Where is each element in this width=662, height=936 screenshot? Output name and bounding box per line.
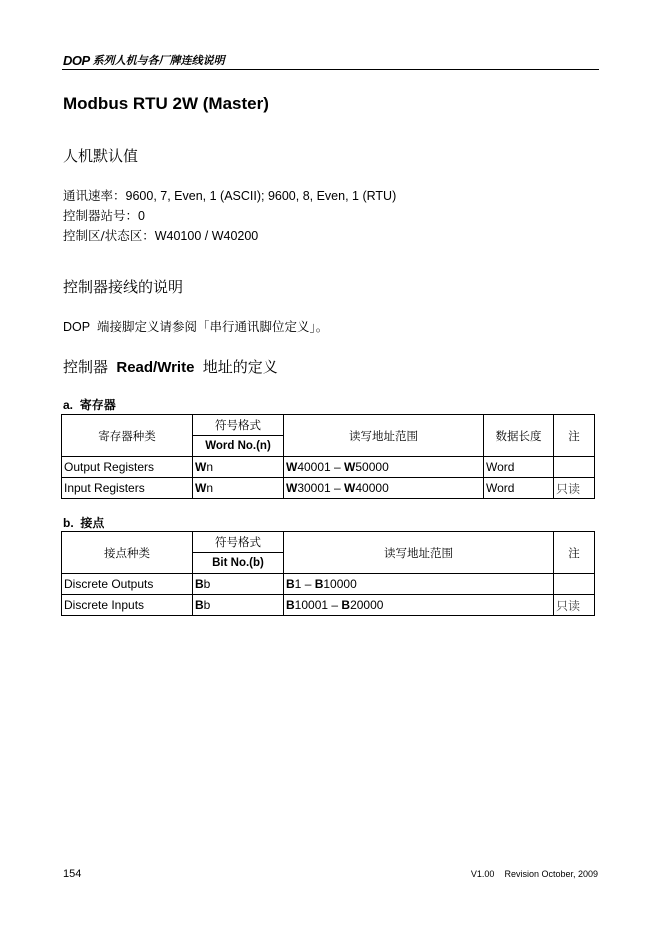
table-row	[62, 574, 595, 595]
contacts-caption	[63, 514, 104, 531]
header-rule	[62, 69, 599, 70]
station-value: 0	[138, 209, 145, 223]
defaults-heading: 人机默认值	[63, 148, 139, 165]
register-type: Output Registers	[62, 457, 193, 478]
baud-line	[63, 186, 396, 204]
contact-symbol: Bb	[193, 595, 284, 616]
wiring-text	[63, 317, 328, 335]
address-heading	[63, 356, 278, 377]
control-area-value: W40100 / W40200	[154, 229, 259, 243]
contacts-table	[61, 531, 595, 616]
registers-header-type: 寄存器种类	[62, 415, 193, 457]
contact-range: B1 – B10000	[284, 574, 554, 595]
registers-header-length: 数据长度	[484, 415, 554, 457]
register-type: Input Registers	[62, 478, 193, 499]
register-length: Word	[484, 457, 554, 478]
registers-header-format-sub: Word No.(n)	[193, 436, 284, 457]
registers-caption-letter: a.	[63, 398, 74, 412]
page-number: 154	[63, 868, 82, 880]
contact-symbol: Bb	[193, 574, 284, 595]
control-area-label: 控制区/状态区：	[63, 228, 155, 243]
register-note: 只读	[554, 478, 595, 499]
dop-logo: DOP	[63, 52, 90, 68]
registers-header-note: 注	[554, 415, 595, 457]
page-header	[63, 52, 225, 68]
contact-note: 只读	[554, 595, 595, 616]
contacts-header-range: 读写地址范围	[284, 532, 554, 574]
header-subtitle: 系列人机与各厂牌连线说明	[92, 55, 225, 67]
contacts-header-note: 注	[554, 532, 595, 574]
contact-range: B10001 – B20000	[284, 595, 554, 616]
station-label: 控制器站号：	[63, 208, 139, 223]
revision-note: V1.00 Revision October, 2009	[470, 869, 598, 879]
registers-caption	[63, 396, 116, 413]
register-symbol: Wn	[193, 457, 284, 478]
baud-value: 9600, 7, Even, 1 (ASCII); 9600, 8, Even, 1 (RTU)	[125, 189, 397, 203]
contact-type: Discrete Inputs	[62, 595, 193, 616]
control-area-line	[63, 226, 258, 244]
registers-caption-text: 寄存器	[79, 398, 116, 412]
station-line	[63, 206, 145, 224]
contacts-header-type: 接点种类	[62, 532, 193, 574]
table-row	[62, 478, 595, 499]
register-note	[554, 457, 595, 478]
register-symbol: Wn	[193, 478, 284, 499]
wiring-prefix: DOP	[63, 320, 91, 334]
baud-label: 通讯速率：	[63, 188, 126, 203]
table-row	[62, 457, 595, 478]
address-heading-en: Read/Write	[116, 359, 195, 376]
address-heading-cn1: 控制器	[63, 359, 109, 376]
wiring-heading: 控制器接线的说明	[63, 279, 184, 296]
registers-header-format: 符号格式	[193, 415, 284, 436]
address-heading-cn2: 地址的定义	[202, 359, 278, 376]
table-row	[62, 595, 595, 616]
registers-table	[61, 414, 595, 499]
contacts-caption-text: 接点	[80, 516, 105, 530]
contact-note	[554, 574, 595, 595]
register-range: W30001 – W40000	[284, 478, 484, 499]
register-length: Word	[484, 478, 554, 499]
wiring-ref: 端接脚定义请参阅「串行通讯脚位定义」。	[97, 319, 329, 334]
page-title: Modbus RTU 2W (Master)	[63, 94, 269, 113]
register-range: W40001 – W50000	[284, 457, 484, 478]
contacts-header-format: 符号格式	[193, 532, 284, 553]
contacts-caption-letter: b.	[63, 516, 74, 530]
registers-header-range: 读写地址范围	[284, 415, 484, 457]
contacts-header-format-sub: Bit No.(b)	[193, 553, 284, 574]
contact-type: Discrete Outputs	[62, 574, 193, 595]
